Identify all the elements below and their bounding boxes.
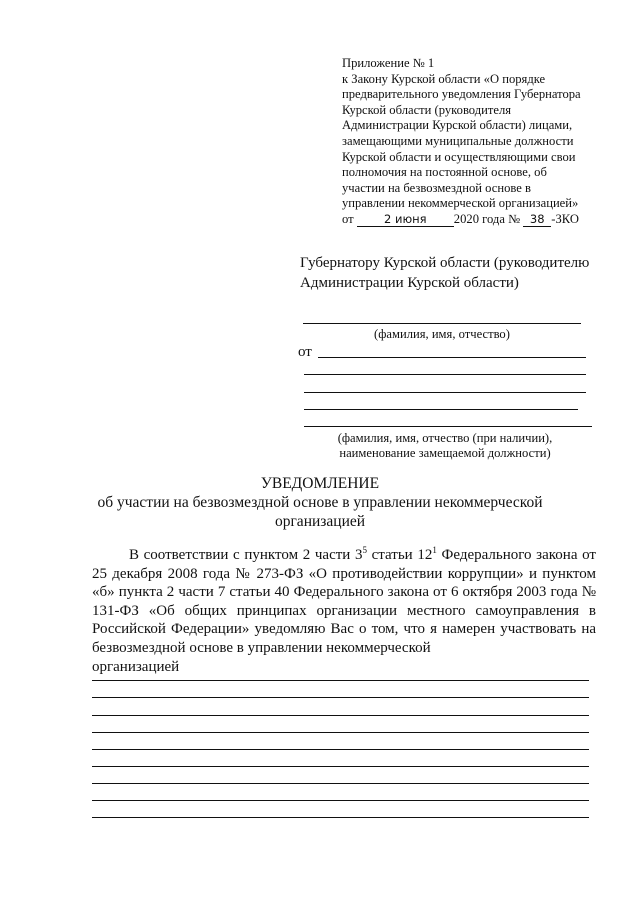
body-part-1: В соответствии с пунктом 2 части 3 [129, 547, 363, 563]
addressee-line-2: Администрации Курской области) [300, 274, 519, 291]
from-label: от [298, 344, 312, 360]
text-line-8[interactable] [92, 800, 589, 801]
sender-caption-1: (фамилия, имя, отчество (при наличии), [337, 431, 553, 445]
sender-caption-2: наименование замещаемой должности) [339, 446, 551, 460]
body-part-2: статьи 12 [366, 547, 433, 563]
recipient-name-line[interactable] [303, 323, 581, 324]
sender-line-3[interactable] [304, 392, 586, 393]
law-number-suffix: -ЗКО [551, 211, 579, 226]
appendix-line-3: предварительного уведомления Губернатора [342, 87, 581, 102]
body-sup-1: 5 [362, 545, 367, 555]
notification-body [92, 546, 596, 676]
text-line-3[interactable] [92, 715, 589, 716]
text-line-5[interactable] [92, 749, 589, 750]
sender-line-2[interactable] [304, 374, 586, 375]
text-line-1[interactable] [92, 680, 589, 681]
addressee-block [300, 254, 605, 293]
addressee-line-1: Губернатору Курской области (руководителю [300, 255, 590, 271]
law-number-field: 38 [523, 212, 551, 227]
appendix-line-8: полномочия на постоянной основе, об [342, 165, 547, 180]
appendix-line-4: Курской области (руководителя [342, 102, 512, 117]
document-subtitle-1: об участии на безвозмездной основе в управлении некоммерческой [97, 494, 543, 511]
date-prefix: от [342, 211, 354, 226]
sender-line-4[interactable] [304, 409, 578, 410]
appendix-line-1: Приложение № 1 [342, 56, 435, 70]
sender-line-1[interactable] [318, 357, 586, 358]
law-date-row [342, 212, 612, 228]
appendix-line-7: Курской области и осуществляющими свои [342, 149, 576, 164]
law-date-field: 2 июня [357, 212, 454, 227]
text-line-9[interactable] [92, 817, 589, 818]
body-part-3: Федерального закона от 25 декабря 2008 года № 273-ФЗ «О противодействии коррупции» и пунктом «б» пункта 2 части 7 статьи 40 Федерального закона от 6 октября 2003 года № 131-ФЗ «Об общих принципах организации местного самоуправления в Российской Федерации» уведомляю Вас о том, что я намерен участвовать на безвозмездной основе в управлении некоммерческой [92, 547, 596, 656]
sender-line-5[interactable] [304, 426, 592, 427]
text-line-7[interactable] [92, 783, 589, 784]
appendix-line-2: к Закону Курской области «О порядке [342, 71, 546, 86]
law-year-text: 2020 года № [453, 211, 521, 226]
text-line-2[interactable] [92, 697, 589, 698]
appendix-line-9: участии на безвозмездной основе в [342, 180, 531, 195]
appendix-line-6: замещающими муниципальные должности [342, 133, 574, 148]
appendix-line-5: Администрации Курской области) лицами, [342, 118, 573, 133]
body-last-line: организацией [92, 658, 180, 675]
text-line-6[interactable] [92, 766, 589, 767]
recipient-name-caption: (фамилия, имя, отчество) [374, 327, 510, 341]
body-sup-2: 1 [432, 545, 437, 555]
appendix-line-10: управлении некоммерческой организацией» [342, 196, 579, 211]
appendix-header [342, 56, 612, 228]
document-title: УВЕДОМЛЕНИЕ [260, 475, 380, 492]
text-line-4[interactable] [92, 732, 589, 733]
document-subtitle-2: организацией [274, 513, 366, 530]
